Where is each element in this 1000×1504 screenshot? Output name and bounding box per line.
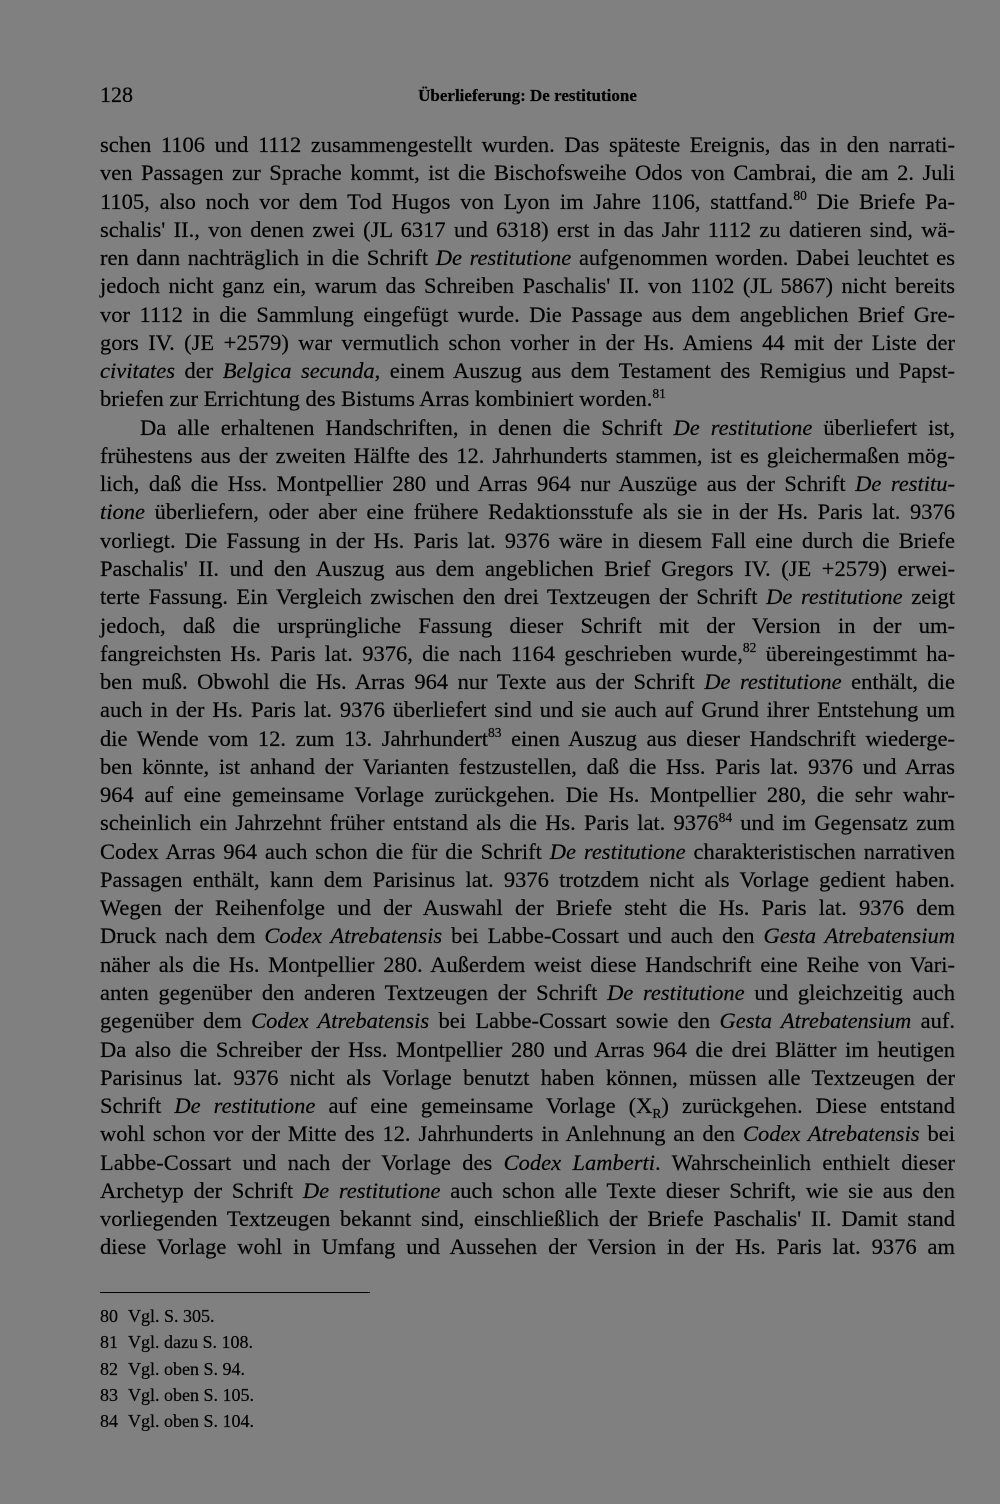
text-run: Schrift xyxy=(100,1093,175,1119)
line-text xyxy=(100,498,955,526)
italic-text: De restitutione xyxy=(673,414,813,440)
line-text xyxy=(100,216,955,244)
text-run: übereingestimmt ha- xyxy=(756,640,955,666)
text-run: aufgenommen worden. Dabei leuchtet es xyxy=(571,245,955,271)
text-line xyxy=(100,1205,955,1233)
footnote-rule xyxy=(100,1292,370,1293)
line-text xyxy=(100,951,955,979)
line-text xyxy=(100,781,955,809)
text-line xyxy=(100,725,955,753)
italic-text: Codex Lamberti xyxy=(503,1149,656,1175)
text-line xyxy=(100,442,955,470)
page-header xyxy=(100,80,955,110)
line-text xyxy=(100,301,955,329)
text-run: auch schon alle Texte dieser Schrift, wie sie aus den xyxy=(440,1177,955,1203)
text-line xyxy=(100,329,955,357)
text-run: die Wende vom 12. zum 13. Jahrhundert xyxy=(100,725,488,751)
italic-text: De restitutione xyxy=(607,979,745,1005)
text-run: Parisinus lat. 9376 nicht als Vorlage benutzt haben können, müssen alle Textzeugen der xyxy=(100,1064,955,1090)
text-line xyxy=(100,498,955,526)
text-run: vor 1112 in die Sammlung eingefügt wurde. Die Passage aus dem angeblichen Brief Gre- xyxy=(100,301,955,327)
italic-text: De restitutione xyxy=(302,1177,441,1203)
text-run: und gleichzeitig auch xyxy=(744,979,955,1005)
text-line xyxy=(100,753,955,781)
italic-text: Belgica secunda xyxy=(222,358,375,384)
text-run: diese Vorlage wohl in Umfang und Aussehen der Version in der Hs. Paris lat. 9376 am xyxy=(100,1234,955,1260)
line-text xyxy=(100,555,955,583)
text-run: vorliegenden Textzeugen bekannt sind, einschließlich der Briefe Paschalis' II. Damit stand xyxy=(100,1206,955,1232)
text-line xyxy=(100,131,955,159)
text-run: überliefert ist, xyxy=(812,414,955,440)
footnote xyxy=(100,1382,955,1408)
text-run: scheinlich ein Jahrzehnt früher entstand als die Hs. Paris lat. 9376 xyxy=(100,810,719,836)
text-line xyxy=(100,696,955,724)
text-run: 1105, also noch vor dem Tod Hugos von Lyon im Jahre 1106, stattfand. xyxy=(100,188,794,214)
text-run: wohl schon vor der Mitte des 12. Jahrhunderts in Anlehnung an den xyxy=(100,1121,743,1147)
text-line xyxy=(100,301,955,329)
text-line xyxy=(100,781,955,809)
subscript: R xyxy=(652,1105,662,1121)
footnote-number: 80 xyxy=(100,1306,118,1326)
line-text xyxy=(100,1007,955,1035)
text-run: ben könnte, ist anhand der Varianten festzustellen, daß die Hss. Paris lat. 9376 und Arras xyxy=(100,753,955,779)
text-run: gegenüber dem xyxy=(100,1008,252,1034)
text-run: jedoch nicht ganz ein, warum das Schreiben Paschalis' II. von 1102 (JL 5867) nicht bereits xyxy=(100,273,955,299)
text-run: enthält, die xyxy=(841,669,955,695)
text-line xyxy=(100,894,955,922)
footnote-ref: 83 xyxy=(488,725,502,741)
line-text xyxy=(100,640,955,668)
text-run: Passagen enthält, kann dem Parisinus lat. 9376 trotzdem nicht als Vorlage gedient haben. xyxy=(100,866,955,892)
text-run: terte Fassung. Ein Vergleich zwischen den drei Textzeugen der Schrift xyxy=(100,584,767,610)
footnote xyxy=(100,1408,955,1434)
text-run: ven Passagen zur Sprache kommt, ist die Bischofsweihe Odos von Cambrai, die am 2. Juli xyxy=(100,160,955,186)
line-text xyxy=(100,1092,955,1120)
line-text xyxy=(100,979,955,1007)
text-line xyxy=(100,640,955,668)
text-run: auf eine gemeinsame Vorlage (X xyxy=(315,1093,653,1119)
line-text xyxy=(100,385,666,413)
text-run: ren dann nachträglich in die Schrift xyxy=(100,245,436,271)
italic-text: De restitutione xyxy=(435,245,572,271)
footnote-number: 83 xyxy=(100,1384,118,1405)
text-line xyxy=(100,357,955,385)
text-line xyxy=(100,809,955,837)
text-run: Die Briefe Pa- xyxy=(806,188,956,214)
text-run: einen Auszug aus dieser Handschrift wiederge- xyxy=(501,725,955,751)
text-run: zeigt xyxy=(902,584,955,610)
text-line xyxy=(100,414,955,442)
text-line xyxy=(100,922,955,950)
text-run: briefen zur Errichtung des Bistums Arras kombiniert worden. xyxy=(100,386,653,412)
line-text xyxy=(100,583,955,611)
running-title: Überlieferung: De restitutione xyxy=(418,86,637,105)
footnote xyxy=(100,1329,955,1355)
text-line xyxy=(100,838,955,866)
line-text xyxy=(100,272,955,300)
text-run: der xyxy=(174,358,223,384)
italic-text: De restitu- xyxy=(855,471,955,497)
line-text xyxy=(100,329,955,357)
footnote-text: Vgl. dazu S. 108. xyxy=(128,1332,253,1353)
line-text xyxy=(100,668,955,696)
text-line xyxy=(100,1064,955,1092)
italic-text: De restitutione xyxy=(549,838,686,864)
line-text xyxy=(100,470,955,498)
line-text xyxy=(100,866,955,894)
text-run: Da alle erhaltenen Handschriften, in denen die Schrift xyxy=(140,414,674,440)
text-run: Da also die Schreiber der Hss. Montpellier 280 und Arras 964 die drei Blätter im heutigen xyxy=(100,1036,955,1062)
text-run: vorliegt. Die Fassung in der Hs. Paris lat. 9376 wäre in diesem Fall eine durch die Briefe xyxy=(100,527,955,553)
line-text xyxy=(100,1177,955,1205)
line-text xyxy=(100,1233,955,1261)
footnote-number: 81 xyxy=(100,1332,118,1353)
text-run: ) zurückgehen. Diese entstand xyxy=(661,1093,955,1119)
text-run: und im Gegensatz zum xyxy=(732,810,955,836)
body-text xyxy=(100,131,955,1262)
line-text xyxy=(100,159,955,187)
text-run: auch in der Hs. Paris lat. 9376 überliefert sind und sie auch auf Grund ihrer Entstehung um xyxy=(100,697,955,723)
text-line xyxy=(100,1149,955,1177)
text-line xyxy=(100,272,955,300)
footnotes xyxy=(100,1303,955,1434)
line-text xyxy=(100,1036,955,1064)
text-line xyxy=(100,555,955,583)
line-text xyxy=(100,894,955,922)
text-run: bei Labbe-Cossart sowie den xyxy=(429,1008,720,1034)
footnote xyxy=(100,1303,955,1329)
text-line xyxy=(100,216,955,244)
italic-text: Codex Atrebatensis xyxy=(264,923,443,949)
footnote-number: 82 xyxy=(100,1358,118,1379)
line-text xyxy=(100,357,955,385)
text-run: überliefern, oder aber eine frühere Redaktionsstufe als sie in der Hs. Paris lat. 9376 xyxy=(145,499,955,525)
italic-text: civitates xyxy=(100,358,175,384)
line-text xyxy=(100,612,955,640)
text-run: Paschalis' II. und den Auszug aus dem angeblichen Brief Gregors IV. (JE +2579) erwei- xyxy=(100,555,955,581)
text-line xyxy=(100,583,955,611)
text-line xyxy=(100,385,955,413)
text-run: schalis' II., von denen zwei (JL 6317 und 6318) erst in das Jahr 1112 zu datieren sind, wä- xyxy=(100,216,955,242)
italic-text: tione xyxy=(100,499,145,525)
footnote xyxy=(100,1356,955,1382)
paragraph xyxy=(100,131,955,414)
footnote-number: 84 xyxy=(100,1411,118,1432)
line-text xyxy=(100,922,955,950)
text-run: Labbe-Cossart und nach der Vorlage des xyxy=(100,1149,504,1175)
text-run: jedoch, daß die ursprüngliche Fassung dieser Schrift mit der Version in der um- xyxy=(100,612,955,638)
line-text xyxy=(100,753,955,781)
line-text xyxy=(100,1149,955,1177)
line-text xyxy=(100,527,955,555)
footnote-text: Vgl. oben S. 105. xyxy=(128,1384,254,1405)
text-line xyxy=(100,470,955,498)
text-line xyxy=(100,1233,955,1261)
text-run: , einem Auszug aus dem Testament des Remigius und Papst- xyxy=(374,358,955,384)
footnote-text: Vgl. S. 305. xyxy=(128,1306,215,1326)
line-text xyxy=(100,696,955,724)
text-line xyxy=(100,1036,955,1064)
italic-text: Gesta Atrebatensium xyxy=(719,1008,912,1034)
text-line xyxy=(100,612,955,640)
line-text xyxy=(100,131,955,159)
italic-text: Gesta Atrebatensium xyxy=(763,923,955,949)
text-run: näher als die Hs. Montpellier 280. Außerdem weist diese Handschrift eine Reihe von Vari- xyxy=(100,951,955,977)
text-line xyxy=(100,527,955,555)
line-text xyxy=(100,442,955,470)
text-line xyxy=(100,1177,955,1205)
text-line xyxy=(100,979,955,1007)
text-run: ben muß. Obwohl die Hs. Arras 964 nur Texte aus der Schrift xyxy=(100,669,705,695)
footnote-ref: 84 xyxy=(718,810,733,826)
line-text xyxy=(100,1064,955,1092)
page-number: 128 xyxy=(100,82,133,107)
paragraph xyxy=(100,414,955,1262)
text-run: . Wahrscheinlich enthielt dieser xyxy=(655,1149,955,1175)
italic-text: Codex Atrebatensis xyxy=(742,1121,920,1147)
text-run: lich, daß die Hss. Montpellier 280 und Arras 964 nur Auszüge aus der Schrift xyxy=(100,471,856,497)
text-run: bei xyxy=(919,1121,955,1147)
text-line xyxy=(100,668,955,696)
text-line xyxy=(100,951,955,979)
line-text xyxy=(140,414,955,442)
text-run: Druck nach dem xyxy=(100,923,265,949)
text-run: Wegen der Reihenfolge und der Auswahl der Briefe steht die Hs. Paris lat. 9376 dem xyxy=(100,895,955,921)
text-line xyxy=(100,1092,955,1120)
text-run: charakteristischen narrativen xyxy=(685,838,955,864)
text-line xyxy=(100,244,955,272)
text-run: fangreichsten Hs. Paris lat. 9376, die nach 1164 geschrieben wurde, xyxy=(100,640,743,666)
text-line xyxy=(100,1120,955,1148)
footnote-ref: 80 xyxy=(793,188,807,204)
line-text xyxy=(100,809,955,837)
footnote-text: Vgl. oben S. 104. xyxy=(128,1411,254,1432)
footnote-ref: 82 xyxy=(742,640,757,656)
line-text xyxy=(100,1205,955,1233)
text-run: auf. xyxy=(911,1008,955,1034)
italic-text: De restitutione xyxy=(174,1093,316,1119)
italic-text: De restitutione xyxy=(766,584,903,610)
text-line xyxy=(100,188,955,216)
text-run: 964 auf eine gemeinsame Vorlage zurückgehen. Die Hs. Montpellier 280, die sehr wahr- xyxy=(100,782,955,808)
line-text xyxy=(100,838,955,866)
text-run: Archetyp der Schrift xyxy=(100,1177,303,1203)
text-line xyxy=(100,159,955,187)
line-text xyxy=(100,1120,955,1148)
text-run: frühestens aus der zweiten Hälfte des 12. Jahrhunderts stammen, ist es gleichermaßen mög- xyxy=(100,442,955,468)
text-run: anten gegenüber den anderen Textzeugen der Schrift xyxy=(100,979,608,1005)
line-text xyxy=(100,188,955,216)
text-line xyxy=(100,1007,955,1035)
italic-text: De restitutione xyxy=(704,669,842,695)
text-run: Codex Arras 964 auch schon die für die Schrift xyxy=(100,838,550,864)
text-line xyxy=(100,866,955,894)
footnote-text: Vgl. oben S. 94. xyxy=(128,1358,245,1379)
line-text xyxy=(100,244,955,272)
italic-text: Codex Atrebatensis xyxy=(251,1008,430,1034)
line-text xyxy=(100,725,955,753)
text-run: gors IV. (JE +2579) war vermutlich schon vorher in der Hs. Amiens 44 mit der Liste der xyxy=(100,329,955,355)
text-run: bei Labbe-Cossart und auch den xyxy=(442,923,764,949)
text-run: schen 1106 und 1112 zusammengestellt wurden. Das späteste Ereignis, das in den narrati- xyxy=(100,132,955,157)
footnote-ref: 81 xyxy=(652,386,666,402)
